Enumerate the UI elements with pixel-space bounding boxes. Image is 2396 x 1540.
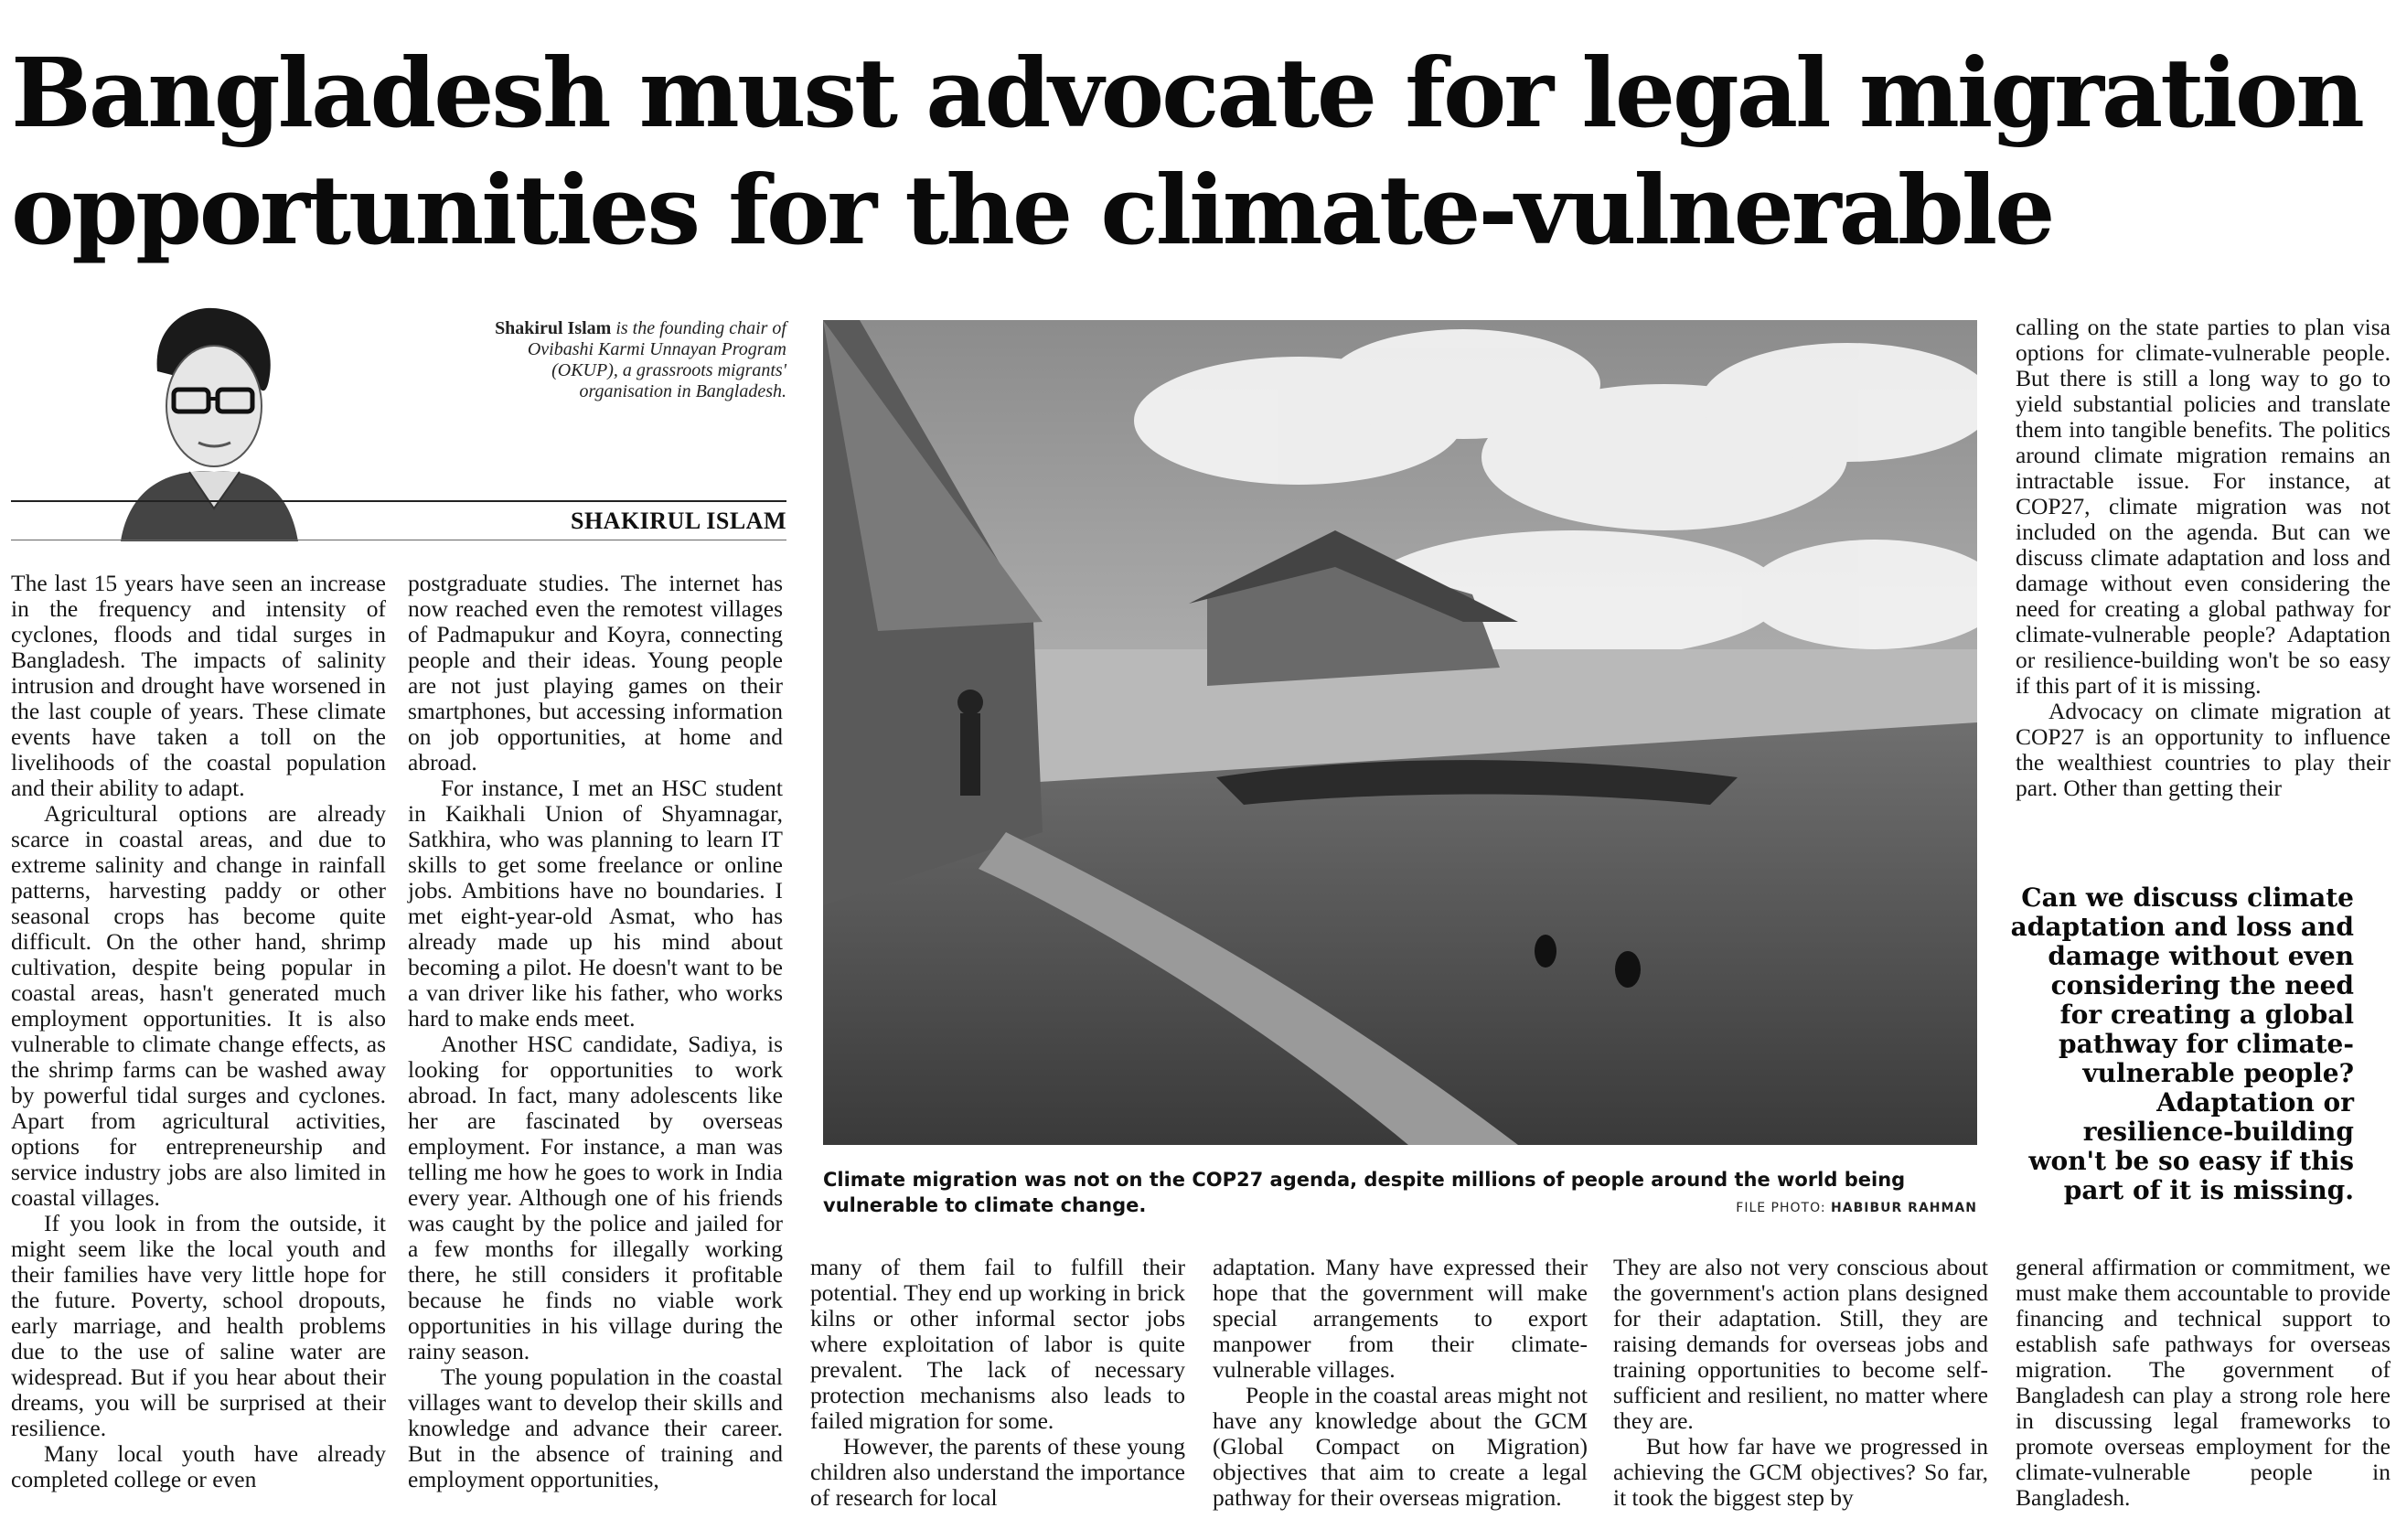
article-column-6-bottom xyxy=(2016,1255,2391,1511)
paragraph: The last 15 years have seen an increase in the frequency and intensity of cyclones, floods and tidal surges in Bangladesh. The impacts of salinity intrusion and drought have worsened in the last couple of years. These climate events have taken a toll on the livelihoods of the coastal population and their ability to adapt. xyxy=(11,570,386,801)
byline-rule xyxy=(11,500,786,502)
author-bio xyxy=(479,318,786,402)
paragraph: If you look in from the outside, it might seem like the local youth and their families have very little hope for the future. Poverty, school dropouts, early marriage, and health problems due to the use of saline water are widespread. But if you hear about their dreams, you will be surprised at their resilience. xyxy=(11,1210,386,1441)
photo-credit-name: HABIBUR RAHMAN xyxy=(1831,1201,1977,1215)
paragraph: Agricultural options are already scarce in coastal areas, and due to extreme salinity and change in rainfall patterns, harvesting paddy or other seasonal crops has become quite difficult. On the other hand, shrimp cultivation, despite being popular in coastal areas, hasn't generated much employment opportunities. It is also vulnerable to climate change effects, as the shrimp farms can be washed away by powerful tidal surges and cyclones. Apart from agricultural activities, options for entrepreneurship and service industry jobs are also limited in coastal villages. xyxy=(11,800,386,1211)
paragraph: postgraduate studies. The internet has now reached even the remotest villages of Padmapukur and Koyra, connecting people and their ideas. Young people are not just playing games on their smartphones, but accessing information on job opportunities, at home and abroad. xyxy=(408,570,783,775)
paragraph: Advocacy on climate migration at COP27 is an opportunity to influence the wealthiest countries to play their part. Other than getting their xyxy=(2016,698,2391,801)
article-photo xyxy=(823,320,1977,1145)
paragraph: many of them fail to fulfill their potential. They end up working in brick kilns or other informal sector jobs where exploitation of labor is quite prevalent. The lack of necessary protection mechanisms also leads to failed migration for some. xyxy=(810,1254,1185,1434)
article-column-3 xyxy=(810,1255,1185,1511)
pull-quote: Can we discuss climate adaptation and loss and damage without even considering the need for creating a global pathway for climate-vulnerable people? Adaptation or resilience-building won't be so easy if this part of it is missing. xyxy=(2010,882,2354,1205)
paragraph: general affirmation or commitment, we must make them accountable to provide financing and technical support to establish safe pathways for overseas migration. The government of Bangladesh can play a strong role here in discussing legal frameworks to promote overseas employment for the climate-vulnerable people in Bangladesh. xyxy=(2016,1254,2391,1511)
paragraph: People in the coastal areas might not have any knowledge about the GCM (Global Compact on Migration) objectives that aim to create a legal pathway for their overseas migration. xyxy=(1213,1382,1588,1511)
paragraph: calling on the state parties to plan visa options for climate-vulnerable people. But there is still a long way to go to yield substantial policies and translate them into tangible benefits. The politics around climate migration remains an intractable issue. For instance, at COP27, climate migration was not included on the agenda. But can we discuss climate adaptation and loss and damage without even considering the need for creating a global pathway for climate-vulnerable people? Adaptation or resilience-building won't be so easy if this part of it is missing. xyxy=(2016,314,2391,699)
photo-caption: Climate migration was not on the COP27 agenda, despite millions of people around the world being vulnerable to climate change. xyxy=(823,1169,1906,1216)
paragraph: They are also not very conscious about the government's action plans designed for their adaptation. Still, they are raising demands for overseas jobs and training opportunities to become self-sufficient and resilient, no matter where they are. xyxy=(1613,1254,1988,1434)
photo-credit xyxy=(1646,1201,1977,1215)
photo-credit-label: FILE PHOTO: xyxy=(1736,1201,1826,1215)
byline: SHAKIRUL ISLAM xyxy=(571,508,786,534)
paragraph: adaptation. Many have expressed their hope that the government will make special arrangements to export manpower from their climate-vulnerable villages. xyxy=(1213,1254,1588,1383)
paragraph: But how far have we progressed in achieving the GCM objectives? So far, it took the biggest step by xyxy=(1613,1433,1988,1511)
paragraph: However, the parents of these young children also understand the importance of research for local xyxy=(810,1433,1185,1511)
paragraph: The young population in the coastal villages want to develop their skills and knowledge and advance their career. But in the absence of training and employment opportunities, xyxy=(408,1364,783,1492)
article-column-2 xyxy=(408,571,783,1492)
author-portrait xyxy=(102,289,298,541)
article-column-5 xyxy=(1613,1255,1988,1511)
article-column-1 xyxy=(11,571,386,1492)
paragraph: For instance, I met an HSC student in Kaikhali Union of Shyamnagar, Satkhira, who was planning to learn IT skills to get some freelance or online jobs. Ambitions have no boundaries. I met eight-year-old Asmat, who has already made up his mind about becoming a pilot. He doesn't want to be a van driver like his father, who works hard to make ends meet. xyxy=(408,775,783,1032)
author-description: is the founding chair of Ovibashi Karmi Unnayan Program (OKUP), a grassroots migrants' organisation in Bangladesh. xyxy=(527,318,786,401)
paragraph: Many local youth have already completed college or even xyxy=(11,1440,386,1492)
article-column-6-top xyxy=(2016,315,2391,801)
headline: Bangladesh must advocate for legal migration opportunities for the climate-vulnerable xyxy=(11,37,2362,266)
author-name: Shakirul Islam xyxy=(495,318,612,338)
paragraph: Another HSC candidate, Sadiya, is looking for opportunities to work abroad. In fact, many adolescents like her are fascinated by overseas employment. For instance, a man was telling me how he goes to work in India every year. Although one of his friends was caught by the police and jailed for a few months for illegally working there, he still considers it profitable because he finds no viable work opportunities in his village during the rainy season. xyxy=(408,1031,783,1364)
article-column-4 xyxy=(1213,1255,1588,1511)
